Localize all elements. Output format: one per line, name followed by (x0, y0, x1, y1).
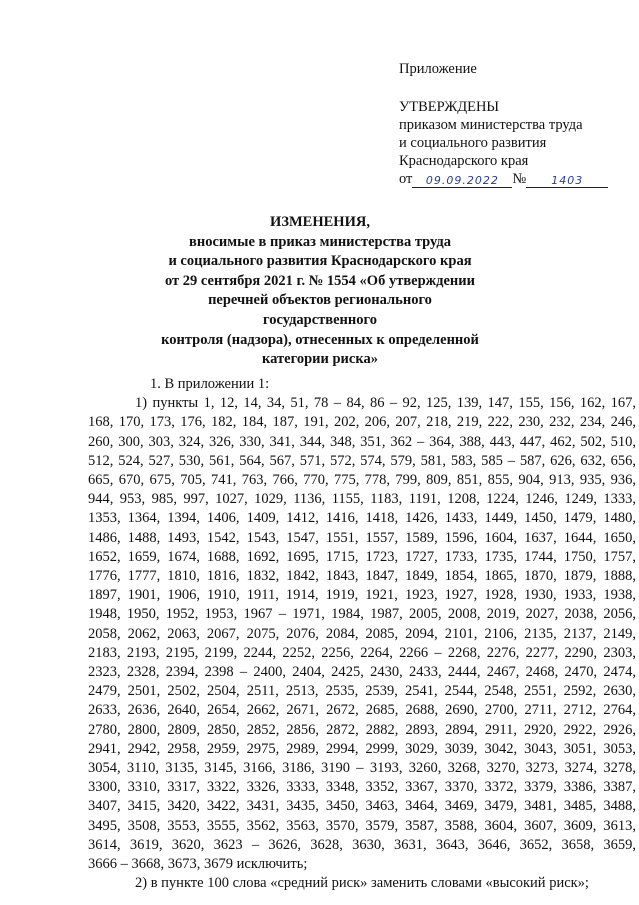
approval-line-3: Краснодарского края (399, 153, 529, 169)
order-date-handwritten: 09.09.2022 (412, 174, 512, 188)
list-line: 512, 524, 527, 530, 561, 564, 567, 571, 572, 574, 579, 581, 583, 585 – 587, 626, 632, 656, (88, 452, 636, 469)
list-line: 3407, 3415, 3420, 3422, 3431, 3435, 3450, 3463, 3464, 3469, 3479, 3481, 3485, 3488, (88, 798, 636, 815)
list-line: 1897, 1901, 1906, 1910, 1911, 1914, 1919, 1921, 1923, 1927, 1928, 1930, 1933, 1938, (88, 587, 636, 604)
list-line: 1776, 1777, 1810, 1816, 1832, 1842, 1843, 1847, 1849, 1854, 1865, 1870, 1879, 1888, (88, 568, 636, 585)
list-line: 3054, 3110, 3135, 3145, 3166, 3186, 3190 – 3193, 3260, 3268, 3270, 3273, 3274, 3278, (88, 760, 636, 777)
list-line: 2941, 2942, 2958, 2959, 2975, 2989, 2994, 2999, 3029, 3039, 3042, 3043, 3051, 3053, (88, 740, 636, 757)
list-line: 2323, 2328, 2394, 2398 – 2400, 2404, 2425, 2430, 2433, 2444, 2467, 2468, 2470, 2474, (88, 664, 636, 681)
list-line: 665, 670, 675, 705, 741, 763, 766, 770, 775, 778, 799, 809, 851, 855, 904, 913, 935, 936, (88, 472, 636, 489)
list-line: 2479, 2501, 2502, 2504, 2511, 2513, 2535, 2539, 2541, 2544, 2548, 2551, 2592, 2630, (88, 683, 636, 700)
approval-block (399, 60, 624, 188)
list-line: 2058, 2062, 2063, 2067, 2075, 2076, 2084, 2085, 2094, 2101, 2106, 2135, 2137, 2149, (88, 625, 636, 642)
list-line: 1486, 1488, 1493, 1542, 1543, 1547, 1551, 1557, 1589, 1596, 1604, 1637, 1644, 1650, (88, 529, 636, 546)
list-line: 3614, 3619, 3620, 3623 – 3626, 3628, 3630, 3631, 3643, 3646, 3652, 3658, 3659, (88, 836, 636, 853)
order-date-number-line (399, 170, 624, 188)
list-line: 1353, 1364, 1394, 1406, 1409, 1412, 1416, 1418, 1426, 1433, 1449, 1450, 1479, 1480, (88, 510, 636, 527)
document-title (150, 213, 490, 370)
list-line: 1652, 1659, 1674, 1688, 1692, 1695, 1715, 1723, 1727, 1733, 1735, 1744, 1750, 1757, (88, 548, 636, 565)
list-line: 2780, 2800, 2809, 2850, 2852, 2856, 2872, 2882, 2893, 2894, 2911, 2920, 2922, 2926, (88, 721, 636, 738)
list-line: 1948, 1950, 1952, 1953, 1967 – 1971, 1984, 1987, 2005, 2008, 2019, 2027, 2038, 2056, (88, 606, 636, 623)
list-line: 1) пункты 1, 12, 14, 34, 51, 78 – 84, 86 – 92, 125, 139, 147, 155, 156, 162, 167, (135, 395, 636, 412)
title-line: контроля (надзора), отнесенных к определенной (161, 331, 479, 348)
order-number-handwritten: 1403 (526, 174, 608, 188)
list-line: 260, 300, 303, 324, 326, 330, 341, 344, 348, 351, 362 – 364, 388, 443, 447, 462, 502, 510, (88, 433, 636, 450)
list-line: 3666 – 3668, 3673, 3679 исключить; (88, 856, 308, 873)
number-label: № (512, 171, 527, 187)
document-body (88, 375, 636, 893)
list-line: 2183, 2193, 2195, 2199, 2244, 2252, 2256, 2264, 2266 – 2268, 2276, 2277, 2290, 2303, (88, 644, 636, 661)
title-line: ИЗМЕНЕНИЯ, (270, 214, 370, 230)
title-line: от 29 сентября 2021 г. № 1554 «Об утверждении (165, 272, 475, 289)
title-line: категории риска» (262, 351, 378, 368)
title-line: перечней объектов регионального государственного (208, 292, 432, 328)
list-line: 944, 953, 985, 997, 1027, 1029, 1136, 1155, 1183, 1191, 1208, 1224, 1246, 1249, 1333, (88, 491, 636, 508)
approval-line-1: приказом министерства труда (399, 117, 583, 133)
list-line: 168, 170, 173, 176, 182, 184, 187, 191, 202, 206, 207, 218, 219, 222, 230, 232, 234, 246, (88, 414, 636, 431)
list-line: 3300, 3310, 3317, 3322, 3326, 3333, 3348, 3352, 3367, 3370, 3372, 3379, 3386, 3387, (88, 779, 636, 796)
from-label: от (399, 171, 413, 187)
item-2-text: 2) в пункте 100 слова «средний риск» заменить словами «высокий риск»; (135, 875, 589, 892)
approved-heading: УТВЕРЖДЕНЫ (399, 99, 500, 115)
list-line: 3495, 3508, 3553, 3555, 3562, 3563, 3570, 3579, 3587, 3588, 3604, 3607, 3609, 3613, (88, 817, 636, 834)
list-line: 2633, 2636, 2640, 2654, 2662, 2671, 2672, 2685, 2688, 2690, 2700, 2711, 2712, 2764, (88, 702, 636, 719)
section-heading: 1. В приложении 1: (150, 376, 270, 392)
title-line: и социального развития Краснодарского края (168, 253, 472, 270)
excluded-items-list (88, 394, 636, 874)
approval-line-2: и социального развития (399, 135, 547, 151)
title-line: вносимые в приказ министерства труда (189, 233, 451, 250)
annex-label: Приложение (399, 61, 477, 77)
